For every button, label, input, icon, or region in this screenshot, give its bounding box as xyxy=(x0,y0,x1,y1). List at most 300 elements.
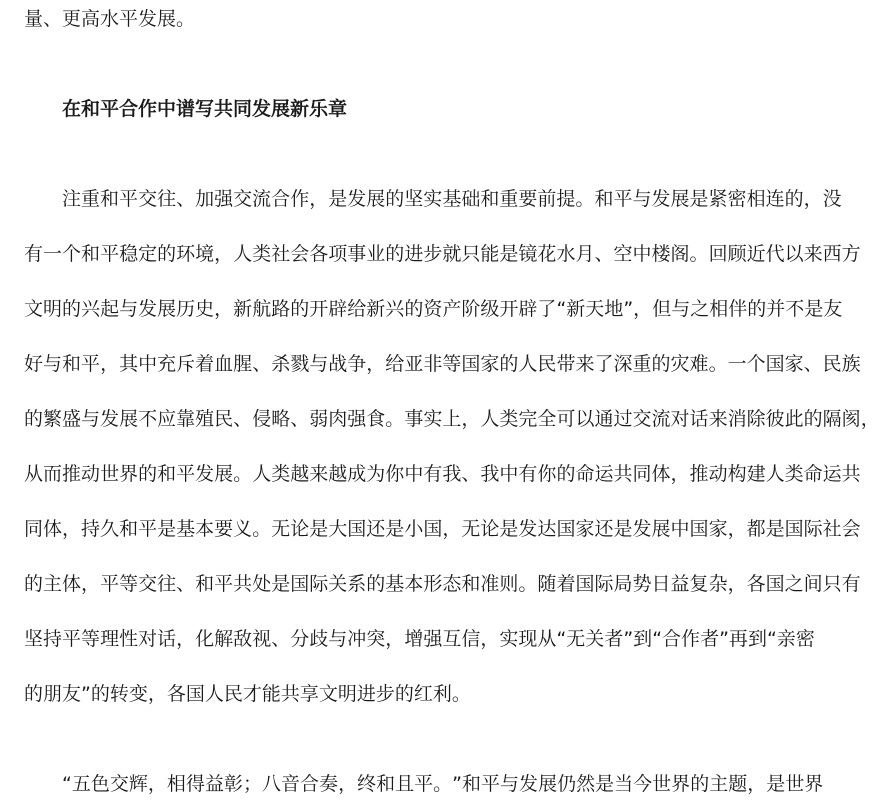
glyph: 展 xyxy=(366,188,386,210)
glyph: 中 xyxy=(670,518,690,540)
glyph: ， xyxy=(633,298,653,320)
glyph: 辟 xyxy=(518,298,538,320)
glyph: 共 xyxy=(233,573,253,595)
glyph: 密 xyxy=(727,188,747,210)
glyph: 国 xyxy=(784,518,804,540)
glyph: ， xyxy=(442,518,462,540)
glyph: ， xyxy=(338,773,358,795)
glyph: 全 xyxy=(537,408,557,430)
glyph: 文 xyxy=(24,298,44,320)
glyph: ， xyxy=(147,773,167,795)
glyph: 音 xyxy=(281,773,301,795)
glyph: 。 xyxy=(252,518,272,540)
glyph: 国 xyxy=(765,353,785,375)
glyph: 和 xyxy=(100,188,120,210)
glyph: 以 xyxy=(575,408,595,430)
glyph: 盛 xyxy=(62,408,82,430)
glyph: 彼 xyxy=(765,408,785,430)
glyph: 等 xyxy=(119,573,139,595)
glyph: 的 xyxy=(747,298,767,320)
glyph: 主 xyxy=(43,573,63,595)
glyph: 航 xyxy=(252,298,272,320)
glyph: 国 xyxy=(575,573,595,595)
glyph: 成 xyxy=(347,463,367,485)
glyph: 肉 xyxy=(328,408,348,430)
glyph: 流 xyxy=(651,408,671,430)
glyph: 没 xyxy=(822,188,842,210)
glyph: 上 xyxy=(442,408,462,430)
glyph: 命 xyxy=(575,463,595,485)
glyph: 日 xyxy=(651,573,671,595)
glyph: 连 xyxy=(765,188,785,210)
glyph: 基 xyxy=(176,518,196,540)
glyph: 中 xyxy=(499,463,519,485)
glyph: 各 xyxy=(746,573,766,595)
glyph: 无 xyxy=(461,518,481,540)
glyph: 对 xyxy=(670,408,690,430)
glyph: 平 xyxy=(176,463,196,485)
paragraph-line xyxy=(0,624,815,654)
glyph: 重 xyxy=(632,353,652,375)
glyph: 亲 xyxy=(776,628,796,650)
glyph: 注 xyxy=(62,188,82,210)
glyph: 和 xyxy=(480,188,500,210)
glyph: 与 xyxy=(81,408,101,430)
glyph: 五 xyxy=(71,773,91,795)
glyph: 、 xyxy=(176,573,196,595)
glyph: 类 xyxy=(784,463,804,485)
glyph: 、 xyxy=(233,408,253,430)
glyph: 通 xyxy=(594,408,614,430)
glyph: 近 xyxy=(746,243,766,265)
glyph: 突 xyxy=(366,628,386,650)
glyph: 坚 xyxy=(404,188,424,210)
glyph: 越 xyxy=(290,463,310,485)
glyph: 新 xyxy=(566,298,586,320)
glyph: 展 xyxy=(538,773,558,795)
glyph: 空 xyxy=(613,243,633,265)
glyph: ， xyxy=(860,408,880,430)
glyph: 从 xyxy=(537,628,557,650)
glyph: 充 xyxy=(157,353,177,375)
glyph: ， xyxy=(214,298,234,320)
glyph: 的 xyxy=(404,298,424,320)
glyph: 态 xyxy=(442,573,462,595)
glyph: 运 xyxy=(822,463,842,485)
glyph: 分 xyxy=(290,628,310,650)
glyph: 消 xyxy=(727,408,747,430)
glyph: 。 xyxy=(433,773,453,795)
glyph: ” xyxy=(452,773,462,795)
glyph: 隔 xyxy=(822,408,842,430)
glyph: 动 xyxy=(81,463,101,485)
glyph: 平 xyxy=(100,573,120,595)
paragraph-line xyxy=(0,294,843,324)
glyph: 国 xyxy=(347,518,367,540)
glyph: 有 xyxy=(423,463,443,485)
glyph: 之 xyxy=(690,298,710,320)
glyph: 到 xyxy=(633,628,653,650)
glyph: 持 xyxy=(43,628,63,650)
glyph: 难 xyxy=(689,353,709,375)
glyph: 是 xyxy=(804,298,824,320)
glyph: 同 xyxy=(24,518,44,540)
glyph: 斥 xyxy=(176,353,196,375)
glyph: 还 xyxy=(366,518,386,540)
glyph: 可 xyxy=(556,408,576,430)
glyph: 社 xyxy=(271,243,291,265)
glyph: 达 xyxy=(537,518,557,540)
glyph: 的 xyxy=(784,188,804,210)
glyph: 个 xyxy=(746,353,766,375)
glyph: 花 xyxy=(537,243,557,265)
paragraph-line xyxy=(0,459,861,489)
glyph: 则 xyxy=(499,573,519,595)
glyph: 应 xyxy=(157,408,177,430)
glyph: 平 xyxy=(138,518,158,540)
glyph: 亚 xyxy=(404,353,424,375)
glyph: 我 xyxy=(442,463,462,485)
glyph: 中 xyxy=(404,463,424,485)
glyph: 。 xyxy=(385,408,405,430)
glyph: 一 xyxy=(43,243,63,265)
glyph: 实 xyxy=(499,628,519,650)
glyph: 益 xyxy=(670,573,690,595)
glyph: 从 xyxy=(24,463,44,485)
glyph: 能 xyxy=(480,243,500,265)
glyph: 是 xyxy=(595,773,615,795)
glyph: 八 xyxy=(262,773,282,795)
glyph: 和 xyxy=(119,518,139,540)
glyph: 冲 xyxy=(347,628,367,650)
glyph: ， xyxy=(214,243,234,265)
glyph: 以 xyxy=(784,243,804,265)
glyph: 弱 xyxy=(309,408,329,430)
glyph: 歧 xyxy=(309,628,329,650)
glyph: 世 xyxy=(100,463,120,485)
glyph: 稳 xyxy=(119,243,139,265)
glyph: 阂 xyxy=(841,408,861,430)
glyph: 体 xyxy=(43,518,63,540)
glyph: 作 xyxy=(290,188,310,210)
glyph: 辉 xyxy=(128,773,148,795)
intro-tail-text: 量、更高水平发展。 xyxy=(24,8,196,30)
paragraph-line xyxy=(0,514,861,544)
glyph: 开 xyxy=(499,298,519,320)
glyph: 家 xyxy=(480,353,500,375)
glyph: 都 xyxy=(746,518,766,540)
glyph: 除 xyxy=(746,408,766,430)
paragraph-last-line: 的朋友”的转变，各国人民才能共享文明进步的红利。 xyxy=(24,683,471,705)
glyph: 。 xyxy=(708,353,728,375)
glyph: 为 xyxy=(366,463,386,485)
glyph: 论 xyxy=(290,518,310,540)
glyph: 之 xyxy=(784,573,804,595)
glyph: 、 xyxy=(271,628,291,650)
glyph: 个 xyxy=(62,243,82,265)
glyph: 持 xyxy=(81,518,101,540)
glyph: ， xyxy=(176,628,196,650)
glyph: 题 xyxy=(728,773,748,795)
glyph: 重 xyxy=(81,188,101,210)
glyph: 业 xyxy=(366,243,386,265)
glyph: 是 xyxy=(328,188,348,210)
glyph: 间 xyxy=(803,573,823,595)
glyph: 强 xyxy=(423,628,443,650)
glyph: 的 xyxy=(499,353,519,375)
glyph: 合 xyxy=(662,628,682,650)
glyph: 只 xyxy=(822,573,842,595)
glyph: 加 xyxy=(195,188,215,210)
glyph: 展 xyxy=(119,408,139,430)
paragraph-line xyxy=(0,184,842,214)
glyph: 相 xyxy=(746,188,766,210)
glyph: ， xyxy=(100,353,120,375)
glyph: 不 xyxy=(785,298,805,320)
glyph: 到 xyxy=(747,628,767,650)
glyph: 会 xyxy=(841,518,861,540)
glyph: 展 xyxy=(670,188,690,210)
glyph: 小 xyxy=(404,518,424,540)
glyph: 发 xyxy=(651,188,671,210)
glyph: 来 xyxy=(309,463,329,485)
glyph: 信 xyxy=(461,628,481,650)
glyph: ， xyxy=(62,518,82,540)
glyph: 系 xyxy=(347,573,367,595)
glyph: 食 xyxy=(366,408,386,430)
glyph: 无 xyxy=(566,628,586,650)
glyph: 交 xyxy=(138,573,158,595)
glyph: 久 xyxy=(100,518,120,540)
glyph: 实 xyxy=(423,408,443,430)
glyph: 和 xyxy=(376,773,396,795)
glyph: 展 xyxy=(157,298,177,320)
glyph: 的 xyxy=(690,773,710,795)
glyph: ， xyxy=(727,518,747,540)
glyph: 资 xyxy=(423,298,443,320)
glyph: 繁 xyxy=(43,408,63,430)
glyph: 一 xyxy=(727,353,747,375)
glyph: 势 xyxy=(632,573,652,595)
glyph: 还 xyxy=(594,518,614,540)
glyph: 族 xyxy=(841,353,861,375)
glyph: 杀 xyxy=(271,353,291,375)
glyph: ， xyxy=(81,573,101,595)
glyph: 类 xyxy=(252,243,272,265)
glyph: “ xyxy=(62,773,72,795)
glyph: 国 xyxy=(765,573,785,595)
glyph: 等 xyxy=(442,353,462,375)
glyph: 有 xyxy=(841,573,861,595)
glyph: 、 xyxy=(290,408,310,430)
glyph: 关 xyxy=(328,573,348,595)
paragraph-line xyxy=(0,404,880,434)
glyph: 只 xyxy=(461,243,481,265)
glyph: 项 xyxy=(328,243,348,265)
glyph: 平 xyxy=(62,628,82,650)
glyph: 局 xyxy=(613,573,633,595)
glyph: 兴 xyxy=(81,298,101,320)
glyph: 来 xyxy=(708,408,728,430)
glyph: 并 xyxy=(766,298,786,320)
glyph: 人 xyxy=(252,463,272,485)
glyph: “ xyxy=(556,628,567,650)
paragraph2-first-line xyxy=(0,769,824,799)
glyph: 进 xyxy=(404,243,424,265)
glyph: 础 xyxy=(461,188,481,210)
glyph: 的 xyxy=(24,408,44,430)
glyph: 和 xyxy=(594,188,614,210)
glyph: 伴 xyxy=(728,298,748,320)
glyph: 此 xyxy=(784,408,804,430)
glyph: 等 xyxy=(81,628,101,650)
glyph: 阁 xyxy=(670,243,690,265)
glyph: 话 xyxy=(157,628,177,650)
glyph: 际 xyxy=(309,573,329,595)
glyph: 是 xyxy=(613,518,633,540)
paragraph-line xyxy=(0,569,861,599)
glyph: 与 xyxy=(119,298,139,320)
glyph: 杂 xyxy=(708,573,728,595)
glyph: 义 xyxy=(233,518,253,540)
glyph: 往 xyxy=(157,573,177,595)
glyph: 强 xyxy=(214,188,234,210)
section-heading: 在和平合作中谱写共同发展新乐章 xyxy=(62,98,348,120)
glyph: 动 xyxy=(708,463,728,485)
glyph: 是 xyxy=(499,518,519,540)
glyph: 代 xyxy=(765,243,785,265)
glyph: 往 xyxy=(157,188,177,210)
glyph: 的 xyxy=(385,188,405,210)
glyph: 的 xyxy=(385,243,405,265)
glyph: 际 xyxy=(594,573,614,595)
glyph: 史 xyxy=(195,298,215,320)
glyph: 处 xyxy=(252,573,272,595)
glyph: 界 xyxy=(804,773,824,795)
glyph: 再 xyxy=(728,628,748,650)
glyph: 阶 xyxy=(461,298,481,320)
glyph: 是 xyxy=(766,773,786,795)
glyph: 类 xyxy=(271,463,291,485)
glyph: 会 xyxy=(290,243,310,265)
glyph: 靠 xyxy=(176,408,196,430)
glyph: 发 xyxy=(518,518,538,540)
glyph: 平 xyxy=(414,773,434,795)
glyph: 镜 xyxy=(518,243,538,265)
glyph: 民 xyxy=(822,353,842,375)
glyph: 提 xyxy=(556,188,576,210)
glyph: 回 xyxy=(708,243,728,265)
glyph: “ xyxy=(766,628,777,650)
glyph: 着 xyxy=(195,353,215,375)
glyph: 交 xyxy=(632,408,652,430)
glyph: 新 xyxy=(233,298,253,320)
glyph: 战 xyxy=(328,353,348,375)
glyph: 平 xyxy=(481,773,501,795)
glyph: 人 xyxy=(233,243,253,265)
glyph: 事 xyxy=(404,408,424,430)
glyph: 然 xyxy=(576,773,596,795)
glyph: “ xyxy=(556,298,567,320)
glyph: 平 xyxy=(119,188,139,210)
glyph: 共 xyxy=(841,463,861,485)
glyph: 来 xyxy=(803,243,823,265)
glyph: 腥 xyxy=(233,353,253,375)
glyph: 楼 xyxy=(651,243,671,265)
glyph: 关 xyxy=(585,628,605,650)
glyph: 来 xyxy=(575,353,595,375)
glyph: ” xyxy=(623,298,634,320)
glyph: 平 xyxy=(613,188,633,210)
glyph: 今 xyxy=(633,773,653,795)
glyph: 方 xyxy=(841,243,861,265)
glyph: 际 xyxy=(803,518,823,540)
glyph: 定 xyxy=(138,243,158,265)
glyph: 体 xyxy=(62,573,82,595)
glyph: 形 xyxy=(423,573,443,595)
glyph: 我 xyxy=(480,463,500,485)
glyph: 的 xyxy=(157,243,177,265)
glyph: 有 xyxy=(24,243,44,265)
glyph: ， xyxy=(461,408,481,430)
glyph: 争 xyxy=(347,353,367,375)
glyph: 戮 xyxy=(290,353,310,375)
glyph: 和 xyxy=(81,243,101,265)
glyph: 要 xyxy=(214,518,234,540)
glyph: 与 xyxy=(328,628,348,650)
glyph: 和 xyxy=(195,573,215,595)
glyph: 作 xyxy=(681,628,701,650)
glyph: 推 xyxy=(689,463,709,485)
glyph: 殖 xyxy=(195,408,215,430)
glyph: 的 xyxy=(24,573,44,595)
glyph: 且 xyxy=(395,773,415,795)
glyph: 国 xyxy=(423,518,443,540)
glyph: 坚 xyxy=(24,628,44,650)
glyph: 理 xyxy=(100,628,120,650)
glyph: 色 xyxy=(90,773,110,795)
glyph: 水 xyxy=(556,243,576,265)
glyph: 的 xyxy=(138,463,158,485)
glyph: 界 xyxy=(119,463,139,485)
glyph: 密 xyxy=(795,628,815,650)
glyph: 平 xyxy=(81,353,101,375)
glyph: 级 xyxy=(480,298,500,320)
glyph: 与 xyxy=(671,298,691,320)
glyph: 要 xyxy=(518,188,538,210)
glyph: 发 xyxy=(632,518,652,540)
glyph: 准 xyxy=(480,573,500,595)
glyph: 了 xyxy=(594,353,614,375)
glyph: 。 xyxy=(518,573,538,595)
glyph: 月 xyxy=(575,243,595,265)
glyph: 的 xyxy=(556,463,576,485)
glyph: 是 xyxy=(271,573,291,595)
glyph: 运 xyxy=(594,463,614,485)
glyph: 中 xyxy=(138,353,158,375)
glyph: 对 xyxy=(138,628,158,650)
glyph: 新 xyxy=(366,298,386,320)
glyph: 顾 xyxy=(727,243,747,265)
glyph: 者 xyxy=(604,628,624,650)
glyph: 与 xyxy=(632,188,652,210)
glyph: 你 xyxy=(537,463,557,485)
glyph: 但 xyxy=(652,298,672,320)
glyph: 交 xyxy=(109,773,129,795)
glyph: 终 xyxy=(357,773,377,795)
glyph: 和 xyxy=(157,463,177,485)
glyph: 带 xyxy=(556,353,576,375)
